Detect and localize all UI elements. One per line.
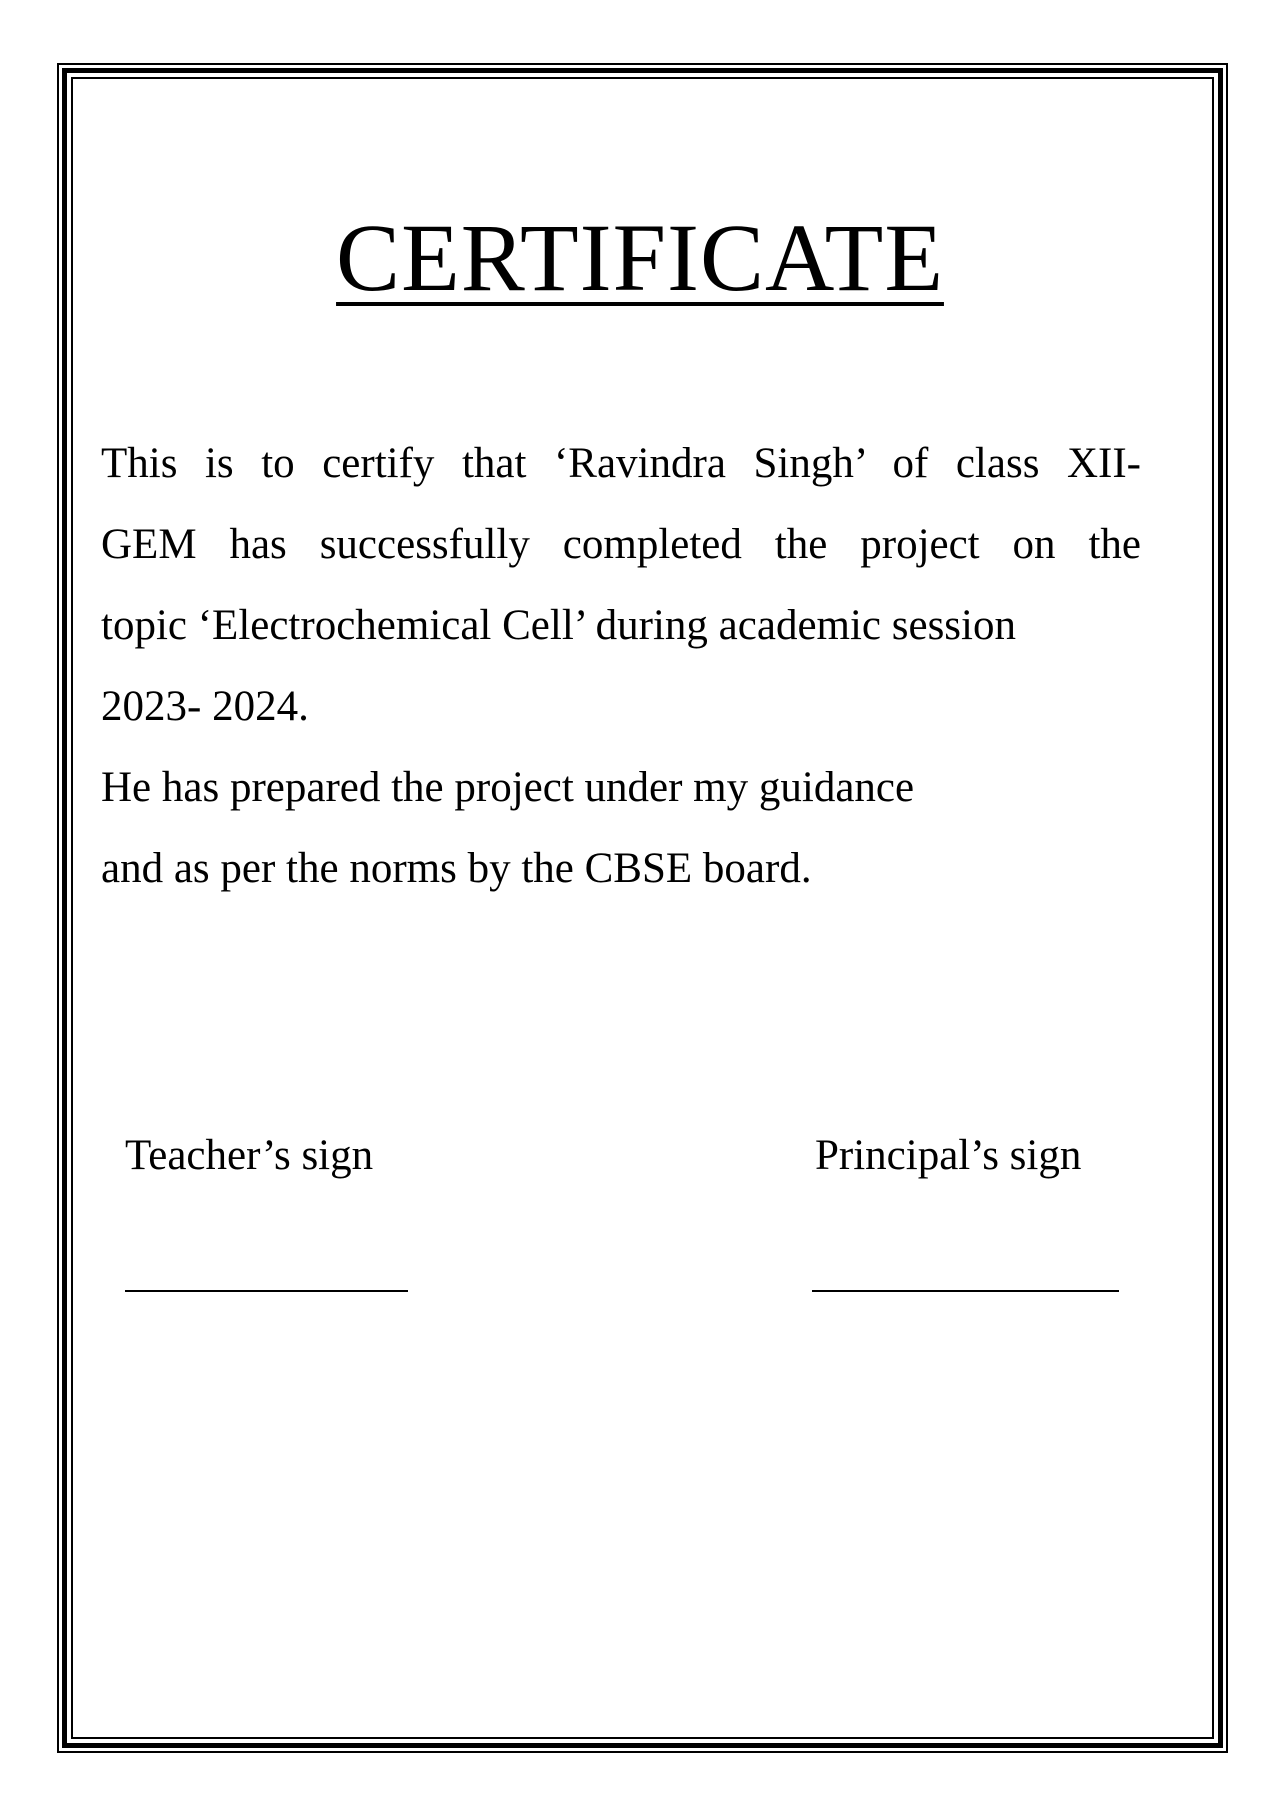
- teacher-signature-line: [125, 1290, 408, 1292]
- teacher-sign-label: Teacher’s sign: [125, 1132, 374, 1179]
- body-line-1: This is to certify that ‘Ravindra Singh’ of class XII-: [101, 440, 1141, 487]
- body-line-4: 2023- 2024.: [101, 683, 309, 730]
- body-line-5: He has prepared the project under my guidance: [101, 764, 915, 811]
- page-border-inner: [71, 77, 1214, 1739]
- certificate-title-text: CERTIFICATE: [336, 204, 944, 311]
- principal-signature-line: [812, 1290, 1119, 1292]
- principal-sign-label: Principal’s sign: [815, 1132, 1082, 1179]
- certificate-title: [0, 205, 1280, 311]
- body-line-3: topic ‘Electrochemical Cell’ during academic session: [101, 602, 1016, 649]
- body-line-2: GEM has successfully completed the project on the: [101, 521, 1141, 568]
- body-line-6: and as per the norms by the CBSE board.: [101, 845, 812, 892]
